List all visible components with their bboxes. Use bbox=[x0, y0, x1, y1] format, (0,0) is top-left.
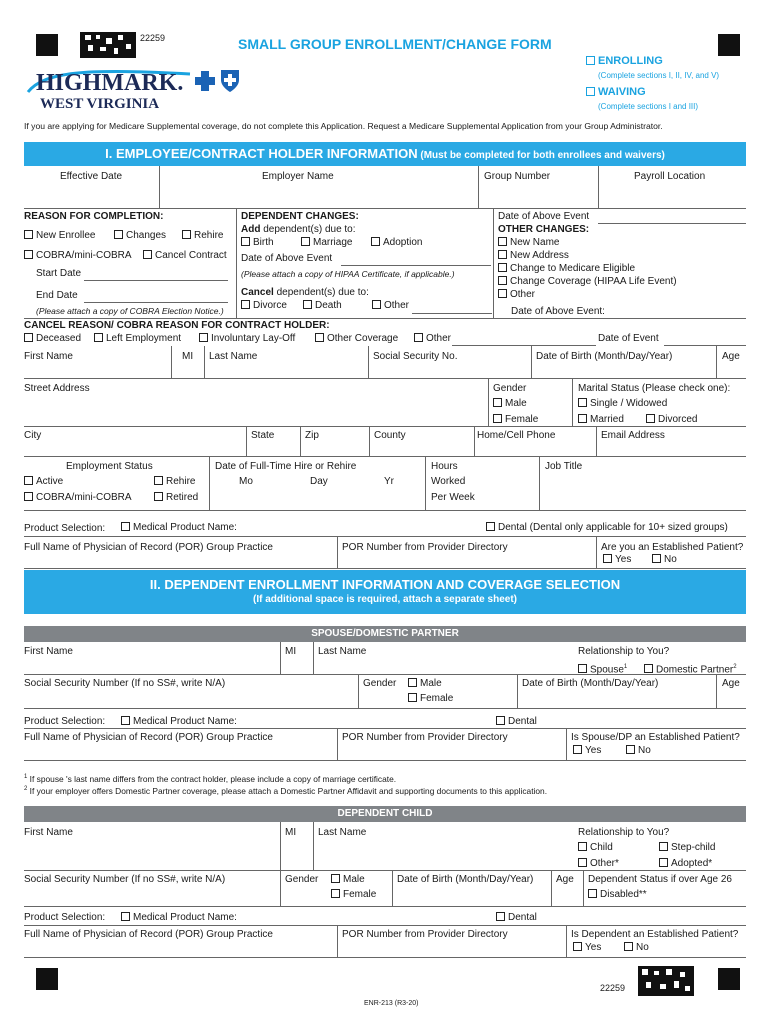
child-dental-checkbox[interactable]: Dental bbox=[496, 912, 537, 924]
child-relationship-label: Relationship to You? bbox=[578, 827, 670, 838]
marriage-checkbox[interactable]: Marriage bbox=[301, 237, 352, 249]
coverage-checkbox[interactable]: Change Coverage (HIPAA Life Event) bbox=[498, 276, 677, 288]
first-name-label: First Name bbox=[24, 351, 73, 362]
spouse-physician-label: Full Name of Physician of Record (POR) Group Practice bbox=[24, 732, 273, 743]
logo-sub: WEST VIRGINIA bbox=[40, 96, 160, 112]
dental-checkbox[interactable]: Dental (Dental only applicable for 10+ sized groups) bbox=[486, 522, 728, 534]
enrolling-label: ENROLLING bbox=[598, 55, 663, 67]
spouse-no-checkbox[interactable]: No bbox=[626, 745, 651, 757]
adopted-checkbox[interactable]: Adopted* bbox=[659, 858, 712, 870]
payroll-location-label: Payroll Location bbox=[634, 171, 706, 182]
spouse-por-label: POR Number from Provider Directory bbox=[342, 732, 508, 743]
child-medical-checkbox[interactable]: Medical Product Name: bbox=[121, 912, 237, 924]
physician-label: Full Name of Physician of Record (POR) Group Practice bbox=[24, 542, 273, 553]
add-date-field[interactable] bbox=[341, 265, 491, 266]
retired-checkbox[interactable]: Retired bbox=[154, 492, 198, 504]
email-label: Email Address bbox=[601, 430, 665, 441]
county-label: County bbox=[374, 430, 406, 441]
date-above-event2-label: Date of Above Event: bbox=[511, 306, 605, 317]
footnote-2: $^2$ If your employer offers Domestic Partner coverage, please attach a Domestic Partner Affidavit and supporting documents to this application. bbox=[24, 785, 548, 796]
male-checkbox[interactable]: Male bbox=[493, 398, 527, 410]
spouse-age-label: Age bbox=[722, 678, 740, 689]
emp-status-label: Employment Status bbox=[66, 461, 153, 472]
spouse-dob-label: Date of Birth (Month/Day/Year) bbox=[522, 678, 659, 689]
section2-header bbox=[24, 570, 746, 614]
waiving-checkbox[interactable] bbox=[586, 86, 646, 98]
end-date-field[interactable] bbox=[84, 302, 228, 303]
hipaa-note: (Please attach a copy of HIPAA Certificate, if applicable.) bbox=[241, 269, 455, 279]
gender-label: Gender bbox=[493, 383, 527, 394]
date-above-event-label: Date of Above Event bbox=[498, 211, 590, 222]
other-child-checkbox[interactable]: Other* bbox=[578, 858, 619, 870]
product-selection-label: Product Selection: bbox=[24, 523, 106, 534]
spouse-ssn-label: Social Security Number (If no SS#, write N/A) bbox=[24, 678, 226, 689]
start-date-field[interactable] bbox=[84, 280, 228, 281]
female-checkbox[interactable]: Female bbox=[493, 414, 538, 426]
dep-changes-title: DEPENDENT CHANGES: bbox=[241, 211, 359, 222]
mi-label: MI bbox=[182, 351, 194, 362]
divorced-checkbox[interactable]: Divorced bbox=[646, 414, 697, 426]
por-number-label: POR Number from Provider Directory bbox=[342, 542, 508, 553]
spouse-first-name-label: First Name bbox=[24, 646, 73, 657]
spouse-last-name-label: Last Name bbox=[318, 646, 367, 657]
section1-subtitle: (Must be completed for both enrollees and waivers) bbox=[420, 150, 665, 161]
other-cancel-checkbox[interactable]: Other bbox=[414, 333, 451, 345]
spouse-gender-label: Gender bbox=[363, 678, 397, 689]
zip-label: Zip bbox=[305, 430, 319, 441]
single-checkbox[interactable]: Single / Widowed bbox=[578, 398, 667, 410]
established-label: Are you an Established Patient? bbox=[601, 542, 744, 553]
add-line: Add dependent(s) due to: bbox=[241, 224, 356, 235]
new-name-checkbox[interactable]: New Name bbox=[498, 237, 559, 249]
other-dep-checkbox[interactable]: Other bbox=[372, 300, 409, 312]
involuntary-checkbox[interactable]: Involuntary Lay-Off bbox=[199, 333, 295, 345]
reason-title: REASON FOR COMPLETION: bbox=[24, 211, 164, 222]
end-date-label: End Date bbox=[36, 290, 78, 301]
spouse-checkbox[interactable]: Spouse$^1$ bbox=[578, 661, 627, 676]
step-child-checkbox[interactable]: Step-child bbox=[659, 842, 715, 854]
state-label: State bbox=[251, 430, 275, 441]
spouse-product-label: Product Selection: bbox=[24, 716, 106, 727]
registration-mark-top-left bbox=[36, 34, 58, 56]
age-label: Age bbox=[722, 351, 740, 362]
other-change-checkbox[interactable]: Other bbox=[498, 289, 535, 301]
medical-checkbox[interactable]: Medical Product Name: bbox=[121, 522, 237, 534]
child-first-name-label: First Name bbox=[24, 827, 73, 838]
spouse-header: SPOUSE/DOMESTIC PARTNER bbox=[24, 626, 746, 642]
cancel-line: Cancel dependent(s) due to: bbox=[241, 287, 369, 298]
child-age-label: Age bbox=[556, 874, 574, 885]
spouse-relationship-label: Relationship to You? bbox=[578, 646, 670, 657]
group-number-label: Group Number bbox=[484, 171, 551, 182]
deceased-checkbox[interactable]: Deceased bbox=[24, 333, 81, 345]
spouse-female-checkbox[interactable]: Female bbox=[408, 693, 453, 705]
hire-date-label: Date of Full-Time Hire or Rehire bbox=[215, 461, 357, 472]
barcode-bottom bbox=[638, 966, 694, 996]
child-physician-label: Full Name of Physician of Record (POR) Group Practice bbox=[24, 929, 273, 940]
cobra-note: (Please attach a copy of COBRA Election Notice.) bbox=[36, 306, 224, 316]
spouse-male-checkbox[interactable]: Male bbox=[408, 678, 442, 690]
child-product-label: Product Selection: bbox=[24, 912, 106, 923]
birth-checkbox[interactable]: Birth bbox=[241, 237, 274, 249]
rehire-checkbox[interactable]: Rehire bbox=[182, 230, 223, 242]
section2-subtitle: (If additional space is required, attach a separate sheet) bbox=[253, 594, 517, 605]
waiving-label: WAIVING bbox=[598, 86, 646, 98]
cancel-reason-title: CANCEL REASON/ COBRA REASON FOR CONTRACT HOLDER: bbox=[24, 320, 330, 331]
logo-main: HIGHMARK. bbox=[36, 70, 184, 96]
child-header: DEPENDENT CHILD bbox=[24, 806, 746, 822]
day-label: Day bbox=[310, 476, 328, 487]
marital-label: Marital Status (Please check one): bbox=[578, 383, 731, 394]
other-changes-title: OTHER CHANGES: bbox=[498, 224, 590, 235]
footnote-1: $^1$ If spouse 's last name differs from the contract holder, please include a copy of marriage certificate. bbox=[24, 773, 397, 784]
child-established-label: Is Dependent an Established Patient? bbox=[571, 929, 739, 940]
new-address-checkbox[interactable]: New Address bbox=[498, 250, 569, 262]
spouse-yes-checkbox[interactable]: Yes bbox=[573, 745, 601, 757]
changes-checkbox[interactable]: Changes bbox=[114, 230, 166, 242]
active-checkbox[interactable]: Active bbox=[24, 476, 63, 488]
cancel-contract-checkbox[interactable]: Cancel Contract bbox=[143, 250, 227, 262]
section1-header bbox=[24, 142, 746, 166]
date-of-event-label: Date of Event bbox=[598, 333, 659, 344]
child-dob-label: Date of Birth (Month/Day/Year) bbox=[397, 874, 534, 885]
registration-mark-top-right bbox=[718, 34, 740, 56]
divorce-checkbox[interactable]: Divorce bbox=[241, 300, 287, 312]
established-no-checkbox[interactable]: No bbox=[652, 554, 677, 566]
child-yes-checkbox[interactable]: Yes bbox=[573, 942, 601, 954]
waiving-note: (Complete sections I and III) bbox=[598, 102, 699, 111]
spouse-mi-label: MI bbox=[285, 646, 297, 657]
date-above-event-field[interactable] bbox=[598, 223, 746, 224]
section1-title: I. EMPLOYEE/CONTRACT HOLDER INFORMATION bbox=[105, 146, 418, 161]
hours-label: Hours bbox=[431, 461, 458, 472]
child-no-checkbox[interactable]: No bbox=[624, 942, 649, 954]
employer-name-label: Employer Name bbox=[262, 171, 334, 182]
adoption-checkbox[interactable]: Adoption bbox=[371, 237, 422, 249]
enrolling-note: (Complete sections I, II, IV, and V) bbox=[598, 71, 720, 80]
form-code: 22259 bbox=[140, 33, 166, 43]
child-ssn-label: Social Security Number (If no SS#, write N/A) bbox=[24, 874, 226, 885]
per-week-label: Per Week bbox=[431, 492, 475, 503]
rehire-status-checkbox[interactable]: Rehire bbox=[154, 476, 195, 488]
dep-status-label: Dependent Status if over Age 26 bbox=[588, 874, 732, 885]
married-checkbox[interactable]: Married bbox=[578, 414, 624, 426]
barcode-top bbox=[80, 32, 136, 58]
intro-text: If you are applying for Medicare Supplemental coverage, do not complete this Application. Request a Medicare Supplemental Application from your Group Administrator. bbox=[24, 121, 663, 131]
job-title-label: Job Title bbox=[545, 461, 583, 472]
form-title: SMALL GROUP ENROLLMENT/CHANGE FORM bbox=[238, 36, 552, 52]
yr-label: Yr bbox=[384, 476, 394, 487]
child-mi-label: MI bbox=[285, 827, 297, 838]
blue-cross-icon bbox=[194, 70, 216, 92]
add-date-label: Date of Above Event bbox=[241, 253, 333, 264]
spouse-medical-checkbox[interactable]: Medical Product Name: bbox=[121, 716, 237, 728]
dob-label: Date of Birth (Month/Day/Year) bbox=[536, 351, 673, 362]
child-gender-label: Gender bbox=[285, 874, 319, 885]
start-date-label: Start Date bbox=[36, 268, 82, 279]
registration-mark-bottom-right bbox=[718, 968, 740, 990]
new-enrollee-checkbox[interactable]: New Enrollee bbox=[24, 230, 95, 242]
medicare-checkbox[interactable]: Change to Medicare Eligible bbox=[498, 263, 635, 275]
domestic-partner-checkbox[interactable]: Domestic Partner$^2$ bbox=[644, 661, 737, 676]
effective-date-label: Effective Date bbox=[60, 171, 123, 182]
worked-label: Worked bbox=[431, 476, 466, 487]
spouse-established-label: Is Spouse/DP an Established Patient? bbox=[571, 732, 740, 743]
disabled-checkbox[interactable]: Disabled** bbox=[588, 889, 647, 901]
established-yes-checkbox[interactable]: Yes bbox=[603, 554, 631, 566]
death-checkbox[interactable]: Death bbox=[303, 300, 342, 312]
blue-shield-icon bbox=[219, 68, 241, 94]
cobra-status-checkbox[interactable]: COBRA/mini-COBRA bbox=[24, 492, 132, 504]
street-label: Street Address bbox=[24, 383, 90, 394]
city-label: City bbox=[24, 430, 42, 441]
footer-form-number: ENR-213 (R3-20) bbox=[364, 1000, 419, 1007]
phone-label: Home/Cell Phone bbox=[477, 430, 556, 441]
child-checkbox[interactable]: Child bbox=[578, 842, 613, 854]
other-coverage-checkbox[interactable]: Other Coverage bbox=[315, 333, 398, 345]
registration-mark-bottom-left bbox=[36, 968, 58, 990]
mo-label: Mo bbox=[239, 476, 253, 487]
footer-code: 22259 bbox=[600, 983, 626, 993]
enrolling-checkbox[interactable] bbox=[586, 55, 663, 67]
left-employment-checkbox[interactable]: Left Employment bbox=[94, 333, 181, 345]
child-female-checkbox[interactable]: Female bbox=[331, 889, 376, 901]
child-por-label: POR Number from Provider Directory bbox=[342, 929, 508, 940]
child-male-checkbox[interactable]: Male bbox=[331, 874, 365, 886]
spouse-dental-checkbox[interactable]: Dental bbox=[496, 716, 537, 728]
section2-title: II. DEPENDENT ENROLLMENT INFORMATION AND COVERAGE SELECTION bbox=[149, 577, 621, 592]
ssn-label: Social Security No. bbox=[373, 351, 458, 362]
last-name-label: Last Name bbox=[209, 351, 258, 362]
cobra-checkbox[interactable]: COBRA/mini-COBRA bbox=[24, 250, 132, 262]
child-last-name-label: Last Name bbox=[318, 827, 367, 838]
